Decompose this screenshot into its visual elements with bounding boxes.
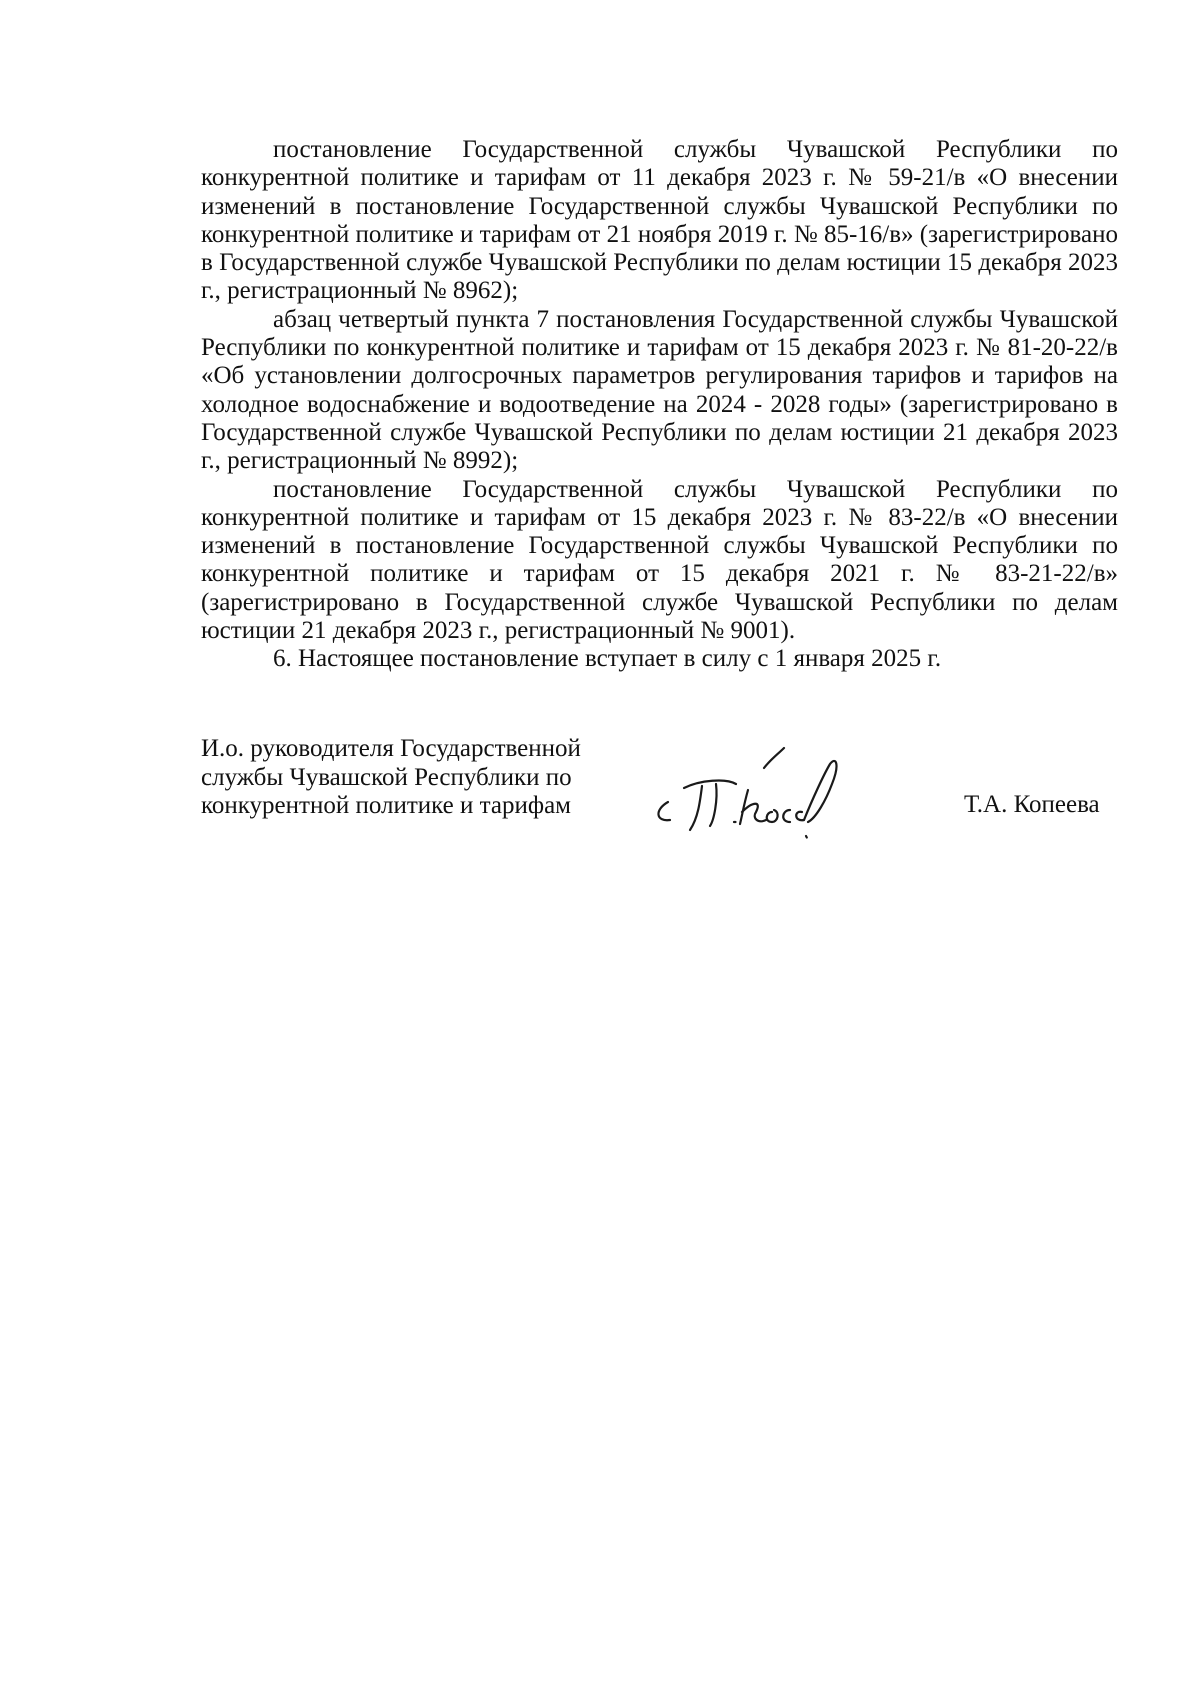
paragraph-resolution-81-20-22: абзац четвертый пункта 7 постановления Государственной службы Чувашской Республики по конкурентной политике и тарифам от 15 декабря 2023 г. № 81-20-22/в «Об установлении долгосрочных параметров регулирования тарифов и тарифов на холодное водоснабжение и водоотведение на 2024 - 2028 годы» (зарегистрировано в Государственной службе Чувашской Республики по делам юстиции 21 декабря 2023 г., регистрационный № 8992); [201, 305, 1118, 475]
signatory-title-line: службы Чувашской Республики по [201, 763, 572, 791]
signatory-title-line: конкурентной политике и тарифам [201, 792, 571, 819]
signatory-title-line: И.о. руководителя Государственной [201, 735, 581, 762]
signatory-name: Т.А. Копеева [964, 791, 1100, 818]
paragraph-resolution-59-21: постановление Государственной службы Чувашской Республики по конкурентной политике и тарифам от 11 декабря 2023 г. № 59-21/в «О внесении изменений в постановление Государственной службы Чувашской Республики по конкурентной политике и тарифам от 21 ноября 2019 г. № 85-16/в» (зарегистрировано в Государственной службе Чувашской Республики по делам юстиции 15 декабря 2023 г., регистрационный № 8962); [201, 136, 1118, 305]
paragraph-effective-date: 6. Настоящее постановление вступает в силу с 1 января 2025 г. [273, 645, 942, 673]
document-body [201, 136, 1118, 674]
signatory-title [201, 735, 601, 821]
handwritten-signature-icon [640, 740, 870, 840]
paragraph-resolution-83-22: постановление Государственной службы Чувашской Республики по конкурентной политике и тарифам от 15 декабря 2023 г. № 83-22/в «О внесении изменений в постановление Государственной службы Чувашской Республики по конкурентной политике и тарифам от 15 декабря 2021 г. № 83-21-22/в» (зарегистрировано в Государственной службе Чувашской Республики по делам юстиции 21 декабря 2023 г., регистрационный № 9001). [201, 475, 1118, 645]
